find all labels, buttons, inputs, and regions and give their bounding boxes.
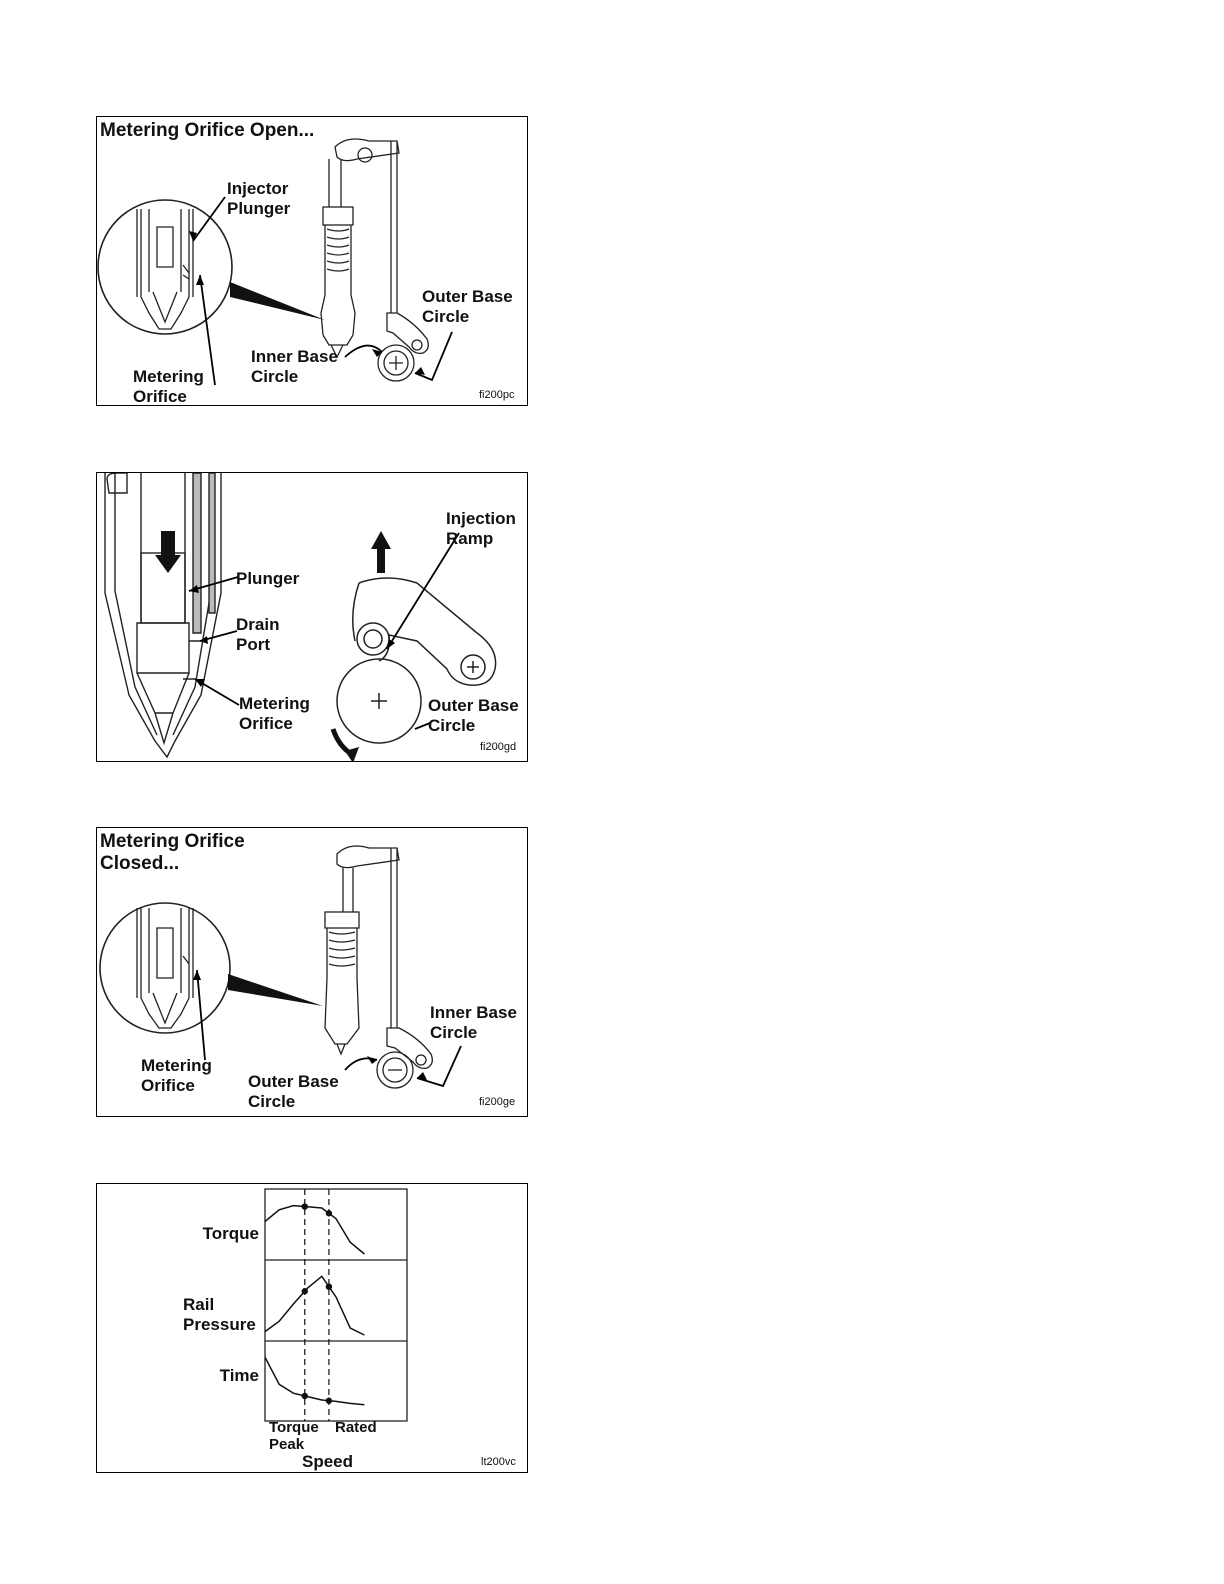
figure-title: Metering Orifice Open... bbox=[100, 120, 315, 141]
figure-title: Metering Orifice Closed... bbox=[100, 831, 245, 874]
figure-metering-orifice-closed bbox=[96, 827, 528, 1117]
figure-code: fi200gd bbox=[480, 741, 517, 753]
label-inner-base-circle: Inner Base Circle bbox=[430, 1003, 517, 1042]
series-line-1 bbox=[265, 1276, 364, 1335]
chart-frame bbox=[265, 1189, 407, 1421]
marker-label-torque-peak: Torque Peak bbox=[269, 1419, 319, 1453]
series-line-2 bbox=[265, 1357, 364, 1405]
ylabel-torque: Torque bbox=[202, 1224, 259, 1243]
figure-code: fi200ge bbox=[479, 1096, 516, 1108]
figure-injection-ramp bbox=[96, 472, 528, 762]
label-plunger: Plunger bbox=[236, 569, 300, 588]
ylabel-rail-pressure: Rail Pressure bbox=[183, 1295, 256, 1334]
label-metering-orifice: Metering Orifice bbox=[141, 1056, 212, 1095]
figure-code: fi200pc bbox=[479, 389, 515, 401]
figure-speed-chart bbox=[96, 1183, 528, 1473]
label-metering-orifice: Metering Orifice bbox=[239, 694, 310, 733]
figure-metering-orifice-open bbox=[96, 116, 528, 406]
label-inner-base-circle: Inner Base Circle bbox=[251, 347, 338, 386]
label-outer-base-circle: Outer Base Circle bbox=[428, 696, 519, 735]
ylabel-time: Time bbox=[219, 1366, 259, 1385]
marker-label-rated: Rated bbox=[335, 1419, 377, 1436]
series-line-0 bbox=[265, 1206, 364, 1254]
label-drain-port: Drain Port bbox=[236, 615, 280, 654]
label-outer-base-circle: Outer Base Circle bbox=[422, 287, 513, 326]
figure-code: lt200vc bbox=[481, 1456, 516, 1468]
label-injection-ramp: Injection Ramp bbox=[446, 509, 516, 548]
xlabel-speed: Speed bbox=[302, 1452, 354, 1471]
label-outer-base-circle: Outer Base Circle bbox=[248, 1072, 339, 1111]
label-injector-plunger: Injector Plunger bbox=[227, 179, 291, 218]
label-metering-orifice: Metering Orifice bbox=[133, 367, 204, 406]
